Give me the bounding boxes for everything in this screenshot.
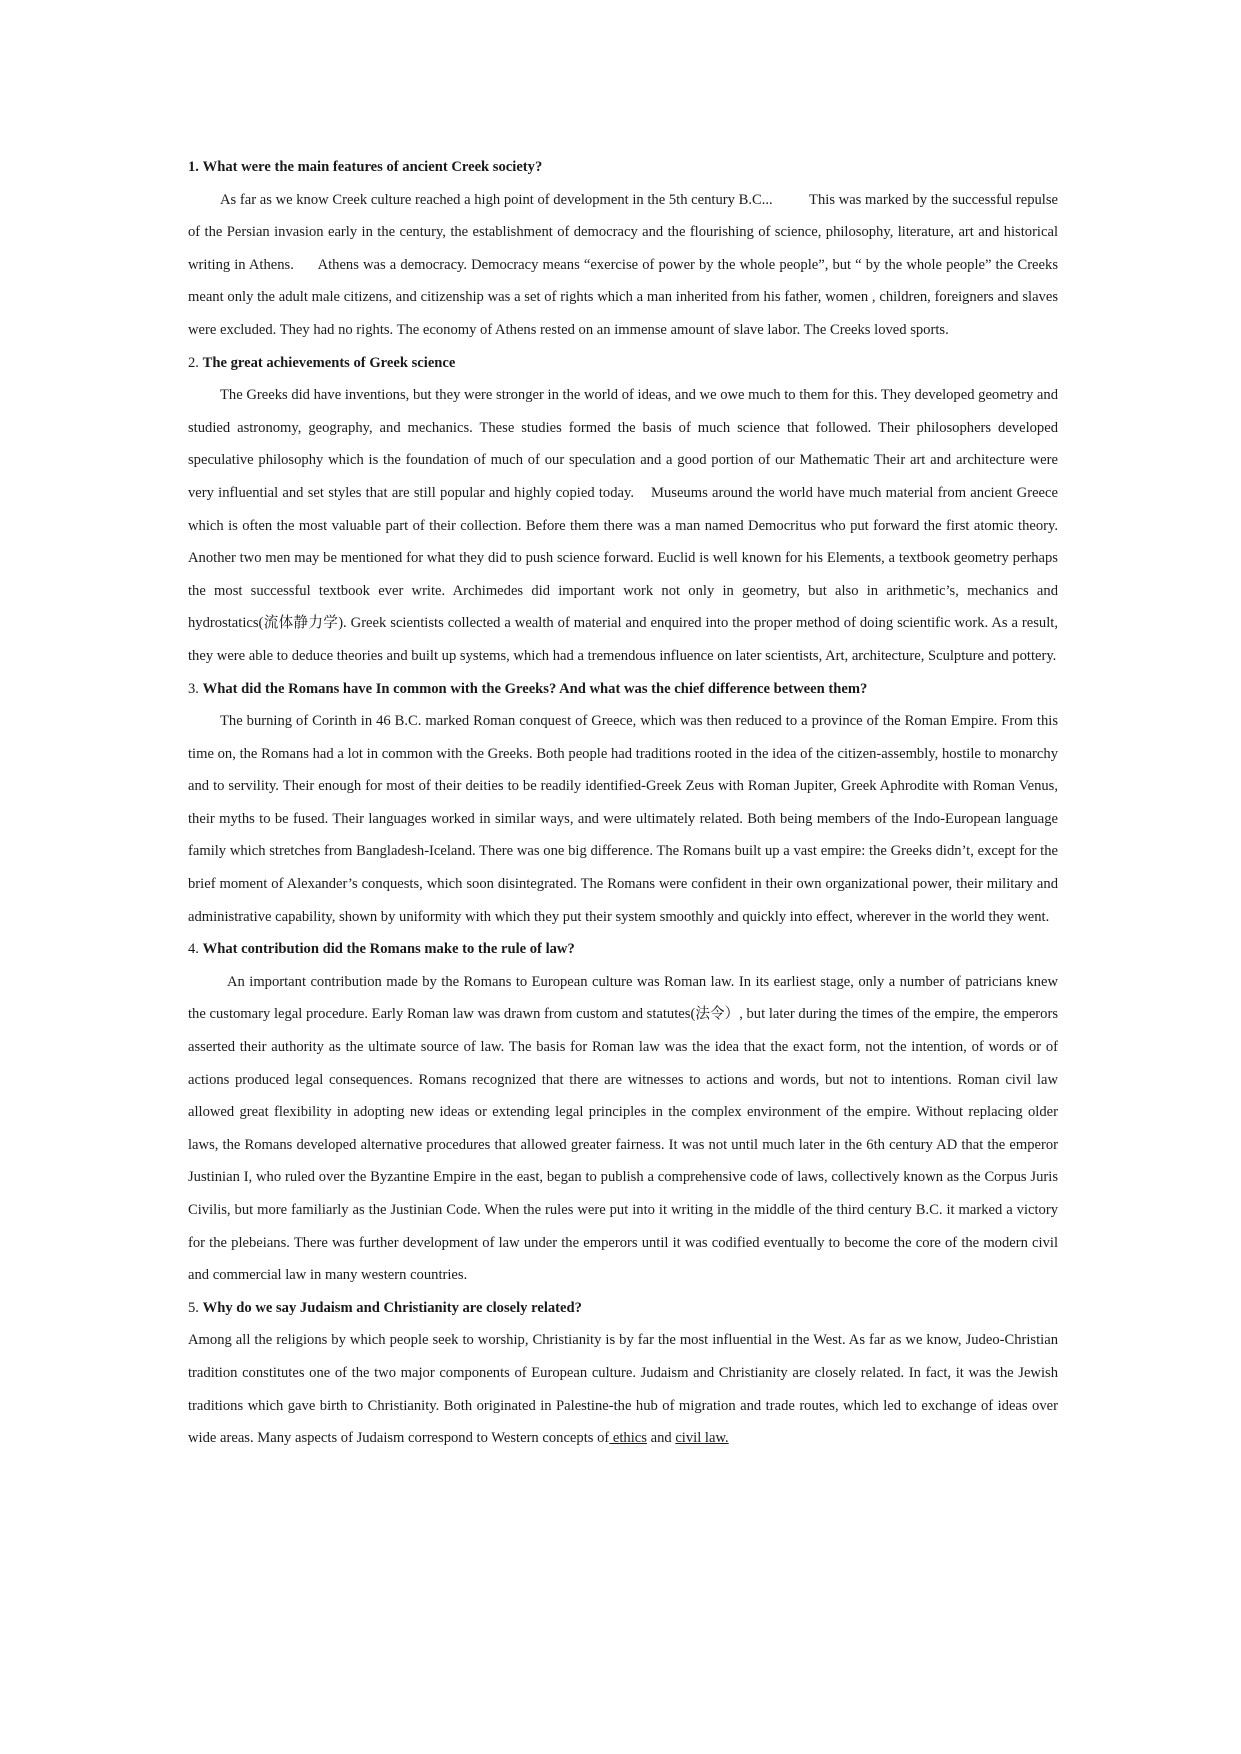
section-5-number: 5. xyxy=(188,1299,199,1316)
section-5-paragraph-text: Among all the religions by which people seek to worship, Christianity is by far the most influential in the West. As far as we know, Judeo-Christian tradition constitutes one of the two major components of European culture. Judaism and Christianity are closely related. In fact, it was the Jewish traditions which gave birth to Christianity. Both originated in Palestine-the hub of migration and trade routes, which led to exchange of ideas over wide areas. Many aspects of Judaism correspond to Western concepts of xyxy=(188,1332,1058,1447)
underlined-ethics: ethics xyxy=(609,1430,647,1447)
section-2-question: The great achievements of Greek science xyxy=(202,354,456,371)
section-1-question: What were the main features of ancient Creek society? xyxy=(202,159,543,175)
section-4-number: 4. xyxy=(188,941,199,958)
section-2-paragraph: The Greeks did have inventions, but they were stronger in the world of ideas, and we owe much to them for this. They developed geometry and studied astronomy, geography, and mechanics. These studies formed the basis of much science that followed. Their philosophers developed speculative philosophy which is the foundation of much of our speculation and a good portion of our Mathematic Their art and architecture were very influential and set styles that are still popular and highly copied today. Museums around the world have much material from ancient Greece which is often the most valuable part of their collection. Before them there was a man named Democritus who put forward the first atomic theory. Another two men may be mentioned for what they did to push science forward. Euclid is well known for his Elements, a textbook geometry perhaps the most successful textbook ever write. Archimedes did important work not only in geometry, but also in arithmetic’s, mechanics and hydrostatics(流体静力学). Greek scientists collected a wealth of material and enquired into the proper method of doing scientific work. As a result, they were able to deduce theories and built up systems, which had a tremendous influence on later scientists, Art, architecture, Sculpture and pottery. xyxy=(188,387,1062,664)
section-3-heading xyxy=(188,673,1058,706)
section-2-number: 2. xyxy=(188,354,199,371)
underlined-civil-law: civil law. xyxy=(675,1430,729,1447)
section-5-question: Why do we say Judaism and Christianity are closely related? xyxy=(202,1299,582,1316)
section-5-paragraph xyxy=(188,1324,1058,1454)
section-3-number: 3. xyxy=(188,680,199,697)
section-5-heading xyxy=(188,1292,1058,1325)
section-4-paragraph: An important contribution made by the Romans to European culture was Roman law. In its earliest stage, only a number of patricians knew the customary legal procedure. Early Roman law was drawn from custom and statutes(法令）, but later during the times of the empire, the emperors asserted their authority as the ultimate source of law. The basis for Roman law was the idea that the exact form, not the intention, of words or of actions produced legal consequences. Romans recognized that there are witnesses to actions and words, but not to intentions. Roman civil law allowed great flexibility in adopting new ideas or extending legal principles in the complex environment of the empire. Without replacing older laws, the Romans developed alternative procedures that allowed greater fairness. It was not until much later in the 6th century AD that the emperor Justinian I, who ruled over the Byzantine Empire in the east, began to publish a comprehensive code of laws, collectively known as the Corpus Juris Civilis, but more familiarly as the Justinian Code. When the rules were put into it writing in the middle of the third century B.C. it marked a victory for the plebeians. There was further development of law under the emperors until it was codified eventually to become the core of the modern civil and commercial law in many western countries. xyxy=(188,973,1058,1284)
section-1-paragraph: As far as we know Creek culture reached a high point of development in the 5th century B.C... This was marked by the successful repulse of the Persian invasion early in the century, the establishment of democracy and the flourishing of science, philosophy, literature, art and historical writing in Athens. Athens was a democracy. Democracy means “exercise of power by the whole people”, but “ by the whole people” the Creeks meant only the adult male citizens, and citizenship was a set of rights which a man inherited from his father, women , children, foreigners and slaves were excluded. They had no rights. The economy of Athens rested on an immense amount of slave labor. The Creeks loved sports. xyxy=(188,191,1062,338)
section-2-heading xyxy=(188,347,1058,380)
document-page xyxy=(188,151,1062,1455)
connector-and: and xyxy=(646,1430,676,1447)
section-4-heading xyxy=(188,933,1058,966)
section-4-question: What contribution did the Romans make to the rule of law? xyxy=(202,941,575,958)
section-3-paragraph: The burning of Corinth in 46 B.C. marked Roman conquest of Greece, which was then reduced to a province of the Roman Empire. From this time on, the Romans had a lot in common with the Greeks. Both people had traditions rooted in the idea of the citizen-assembly, hostile to monarchy and to servility. Their enough for most of their deities to be readily identified-Greek Zeus with Roman Jupiter, Greek Aphrodite with Roman Venus, their myths to be fused. Their languages worked in similar ways, and were ultimately related. Both being members of the Indo-European language family which stretches from Bangladesh-Iceland. There was one big difference. The Romans built up a vast empire: the Greeks didn’t, except for the brief moment of Alexander’s conquests, which soon disintegrated. The Romans were confident in their own organizational power, their military and administrative capability, shown by uniformity with which they put their system smoothly and quickly into effect, wherever in the world they went. xyxy=(188,713,1058,925)
section-3-question: What did the Romans have In common with the Greeks? And what was the chief difference between them? xyxy=(202,680,868,697)
section-1-heading xyxy=(188,151,1058,184)
section-1-number: 1. xyxy=(188,159,199,175)
